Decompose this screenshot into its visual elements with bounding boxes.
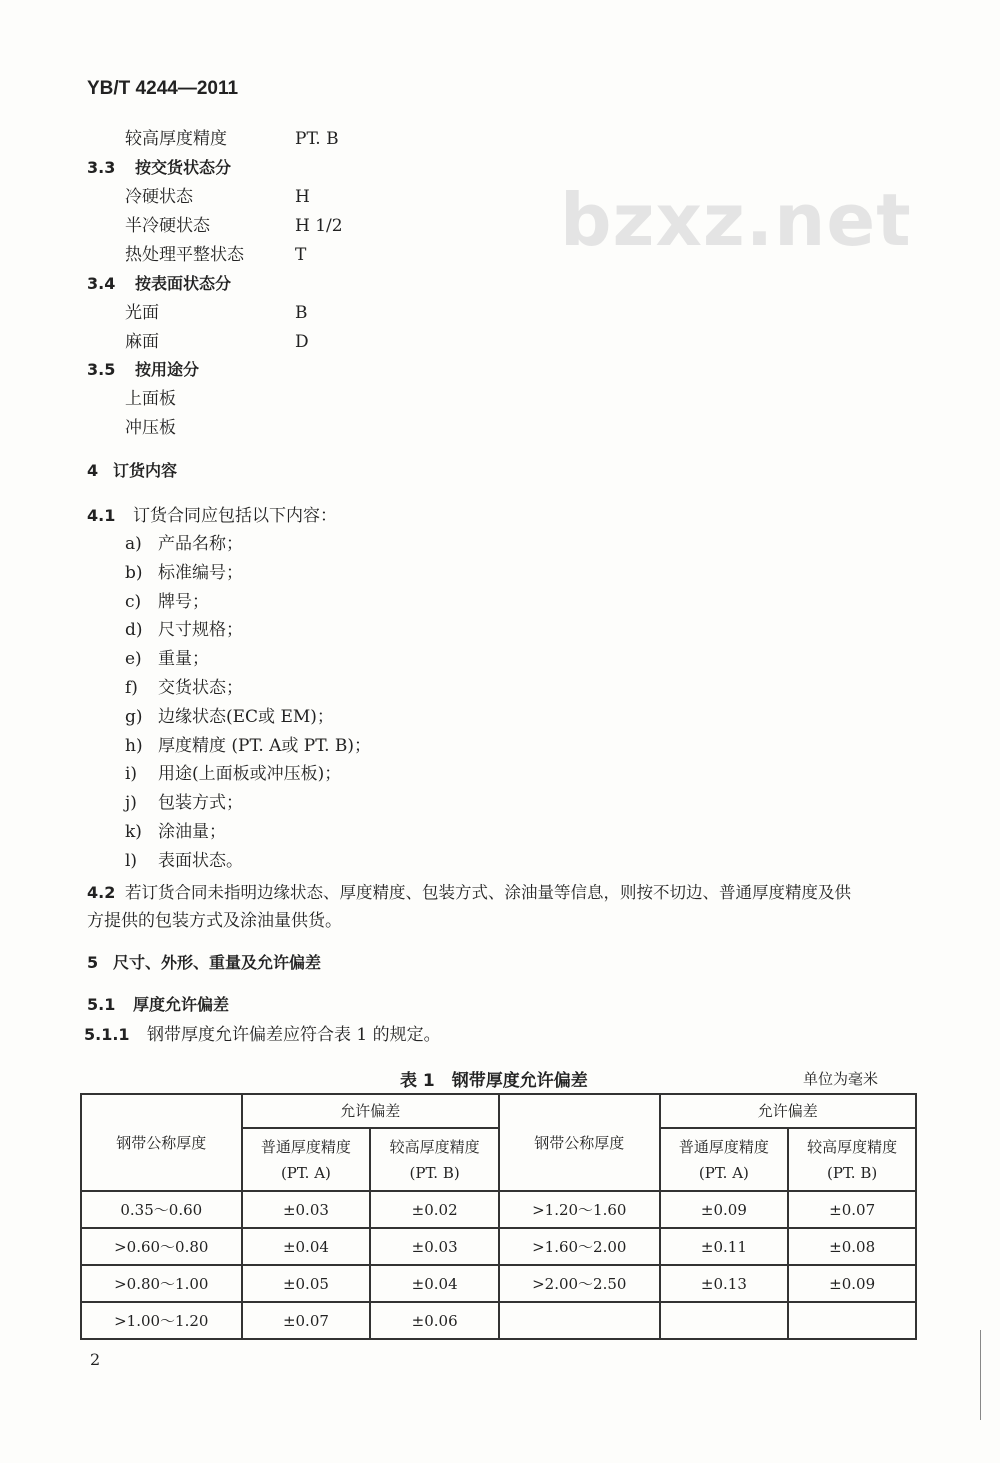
table-cell: ±0.03 — [370, 1228, 499, 1265]
standard-number-header: YB/T 4244—2011 — [87, 78, 239, 99]
header-code: (PT. B) — [827, 1163, 878, 1182]
header-code: (PT. A) — [698, 1163, 749, 1182]
header-pt-b — [370, 1128, 499, 1191]
header-thickness: 钢带公称厚度 — [81, 1094, 242, 1191]
table-cell: ±0.09 — [660, 1191, 789, 1228]
order-item-text: 边缘状态(EC或 EM)； — [158, 706, 334, 727]
table-cell: >1.60～2.00 — [499, 1228, 660, 1265]
header-tolerance: 允许偏差 — [242, 1094, 499, 1128]
order-item-text: 表面状态。 — [158, 850, 243, 871]
order-item-text: 涂油量； — [158, 822, 226, 842]
table-cell: ±0.08 — [788, 1228, 916, 1265]
header-pt-a — [242, 1128, 371, 1191]
paragraph: 钢带厚度允许偏差应符合表 1 的规定。 — [147, 1025, 441, 1045]
list-item-value: T — [295, 245, 307, 265]
order-item-marker: c) — [125, 591, 142, 612]
list-item-label: 冲压板 — [125, 418, 176, 438]
table-cell: 0.35～0.60 — [81, 1191, 242, 1228]
paragraph-line: 若订货合同未指明边缘状态、厚度精度、包装方式、涂油量等信息，则按不切边、普通厚度精度及供 — [125, 883, 851, 902]
list-item-label: 半冷硬状态 — [125, 216, 210, 236]
order-item-marker: g) — [125, 706, 143, 727]
section-number: 4.2 — [87, 883, 116, 902]
section-title: 按交货状态分 — [135, 158, 232, 177]
table-caption: 表 1 钢带厚度允许偏差 — [400, 1071, 588, 1091]
table-cell: ±0.05 — [242, 1265, 371, 1302]
order-item-text: 用途(上面板或冲压板)； — [158, 764, 342, 785]
header-label: 普通厚度精度 — [678, 1137, 769, 1156]
scan-edge-line — [980, 1330, 981, 1420]
list-item-label: 较高厚度精度 — [125, 129, 227, 149]
table-cell — [788, 1302, 916, 1339]
table-cell: ±0.13 — [660, 1265, 789, 1302]
order-item-text: 厚度精度 (PT. A或 PT. B)； — [158, 735, 372, 756]
section-number: 3.5 — [87, 360, 116, 379]
order-item-marker: k) — [125, 822, 142, 842]
table-cell: ±0.06 — [370, 1302, 499, 1339]
section-number: 3.3 — [87, 158, 116, 177]
section-title: 按表面状态分 — [135, 274, 232, 293]
header-pt-a — [660, 1128, 789, 1191]
order-item-text: 牌号； — [158, 591, 209, 612]
table-cell: ±0.07 — [788, 1191, 916, 1228]
table-cell: >0.80～1.00 — [81, 1265, 242, 1302]
list-item-value: H 1/2 — [295, 216, 343, 236]
section-number: 4.1 — [87, 506, 116, 525]
table-unit: 单位为毫米 — [803, 1070, 879, 1088]
table-row — [81, 1191, 916, 1228]
table-row — [81, 1265, 916, 1302]
list-item-value: D — [295, 332, 309, 352]
list-item-value: H — [295, 187, 310, 207]
header-tolerance: 允许偏差 — [660, 1094, 916, 1128]
table-cell — [499, 1302, 660, 1339]
header-label: 普通厚度精度 — [260, 1137, 351, 1156]
order-item-text: 交货状态； — [158, 678, 243, 698]
table-row — [81, 1302, 916, 1339]
list-item-label: 麻面 — [125, 332, 159, 352]
list-item-value: B — [295, 303, 308, 323]
section-number: 4 — [87, 461, 99, 480]
order-item-marker: j) — [125, 793, 137, 814]
section-title: 订货内容 — [113, 461, 178, 480]
table-cell: ±0.04 — [242, 1228, 371, 1265]
section-title: 按用途分 — [135, 360, 200, 379]
table-cell: >2.00～2.50 — [499, 1265, 660, 1302]
header-pt-b — [788, 1128, 916, 1191]
header-code: (PT. B) — [409, 1163, 460, 1182]
order-item-marker: i) — [125, 764, 138, 785]
table-cell: >1.00～1.20 — [81, 1302, 242, 1339]
list-item-label: 光面 — [125, 303, 159, 323]
order-item-marker: b) — [125, 562, 143, 583]
table-cell: ±0.09 — [788, 1265, 916, 1302]
table-cell — [660, 1302, 789, 1339]
order-item-marker: l) — [125, 850, 138, 871]
order-item-marker: f) — [125, 678, 138, 698]
table-row — [81, 1228, 916, 1265]
header-code: (PT. A) — [280, 1163, 331, 1182]
table-cell: >1.20～1.60 — [499, 1191, 660, 1228]
section-number: 5 — [87, 953, 99, 972]
section-title: 尺寸、外形、重量及允许偏差 — [113, 953, 322, 972]
section-number: 5.1 — [87, 995, 116, 1014]
table-cell: >0.60～0.80 — [81, 1228, 242, 1265]
order-item-marker: e) — [125, 649, 142, 670]
paragraph: 订货合同应包括以下内容： — [133, 506, 337, 526]
header-thickness: 钢带公称厚度 — [499, 1094, 660, 1191]
order-item-text: 尺寸规格； — [158, 620, 243, 641]
page-number: 2 — [90, 1350, 101, 1369]
paragraph-line: 方提供的包装方式及涂油量供货。 — [87, 911, 342, 931]
order-item-text: 产品名称； — [158, 534, 243, 554]
list-item-label: 冷硬状态 — [125, 187, 193, 207]
watermark: bzxz.net — [560, 178, 912, 262]
header-label: 较高厚度精度 — [389, 1137, 480, 1156]
order-item-marker: a) — [125, 534, 142, 554]
list-item-label: 热处理平整状态 — [125, 245, 244, 265]
section-number: 3.4 — [87, 274, 116, 293]
table-cell: ±0.02 — [370, 1191, 499, 1228]
table-cell: ±0.03 — [242, 1191, 371, 1228]
order-item-marker: d) — [125, 620, 143, 641]
tolerance-table — [80, 1093, 917, 1340]
section-title: 厚度允许偏差 — [133, 995, 230, 1014]
table-cell: ±0.07 — [242, 1302, 371, 1339]
order-item-text: 标准编号； — [158, 562, 243, 583]
table-cell: ±0.11 — [660, 1228, 789, 1265]
list-item-label: 上面板 — [125, 389, 176, 409]
order-item-marker: h) — [125, 735, 143, 756]
list-item-value: PT. B — [295, 129, 339, 149]
order-item-text: 重量； — [158, 649, 209, 670]
header-label: 较高厚度精度 — [807, 1137, 898, 1156]
table-cell: ±0.04 — [370, 1265, 499, 1302]
section-number: 5.1.1 — [84, 1025, 130, 1044]
order-item-text: 包装方式； — [158, 793, 243, 814]
